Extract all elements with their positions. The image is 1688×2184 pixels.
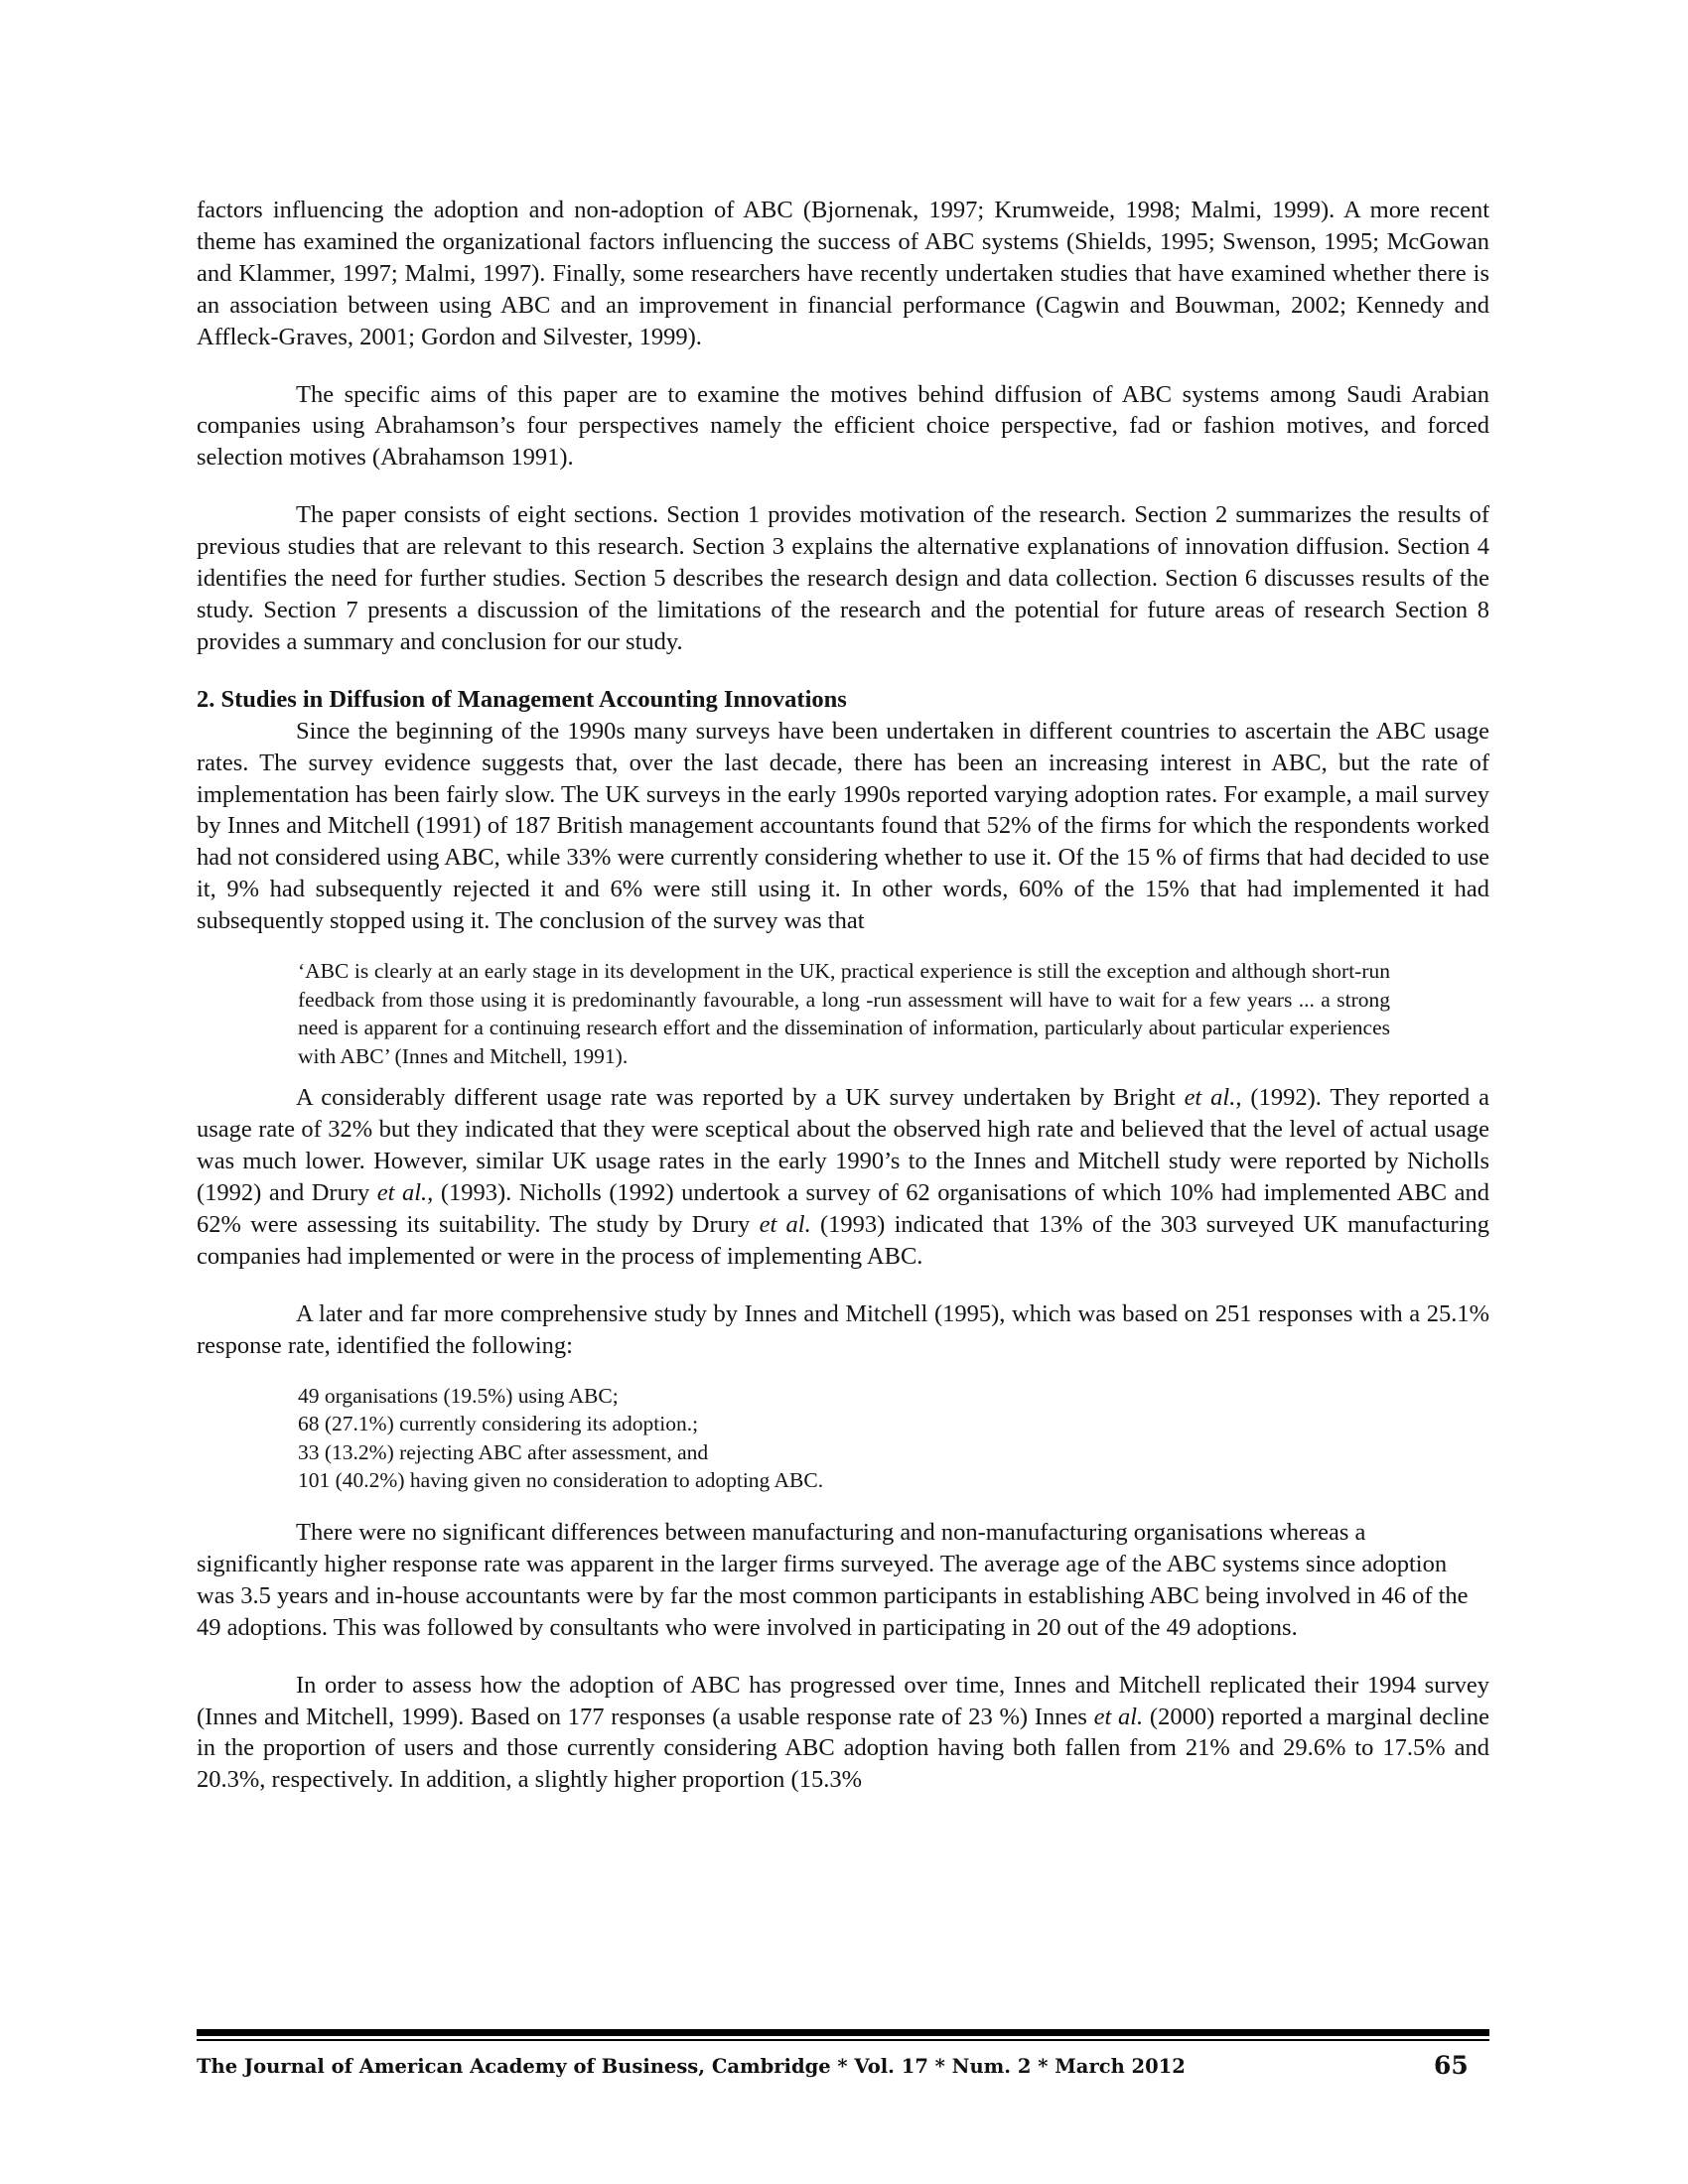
text-segment: A considerably different usage rate was reported by a UK survey undertaken by Bright [296,1084,1185,1112]
paragraph-comprehensive-study: A later and far more comprehensive study by Innes and Mitchell (1995), which was based on 251 responses with a 25.1% response rate, identified the following: [197,1299,1489,1359]
et-al-italic: et al., [1184,1084,1242,1112]
paragraph-usage-rates [197,1082,1489,1272]
paragraph-survey-history: Since the beginning of the 1990s many surveys have been undertaken in different countries to ascertain the ABC usage rates. The survey evidence suggests that, over the last decade, there has been an increasing interest in ABC, but the rate of implementation has been fairly slow. The UK surveys in the early 1990s reported varying adoption rates. For example, a mail survey by Innes and Mitchell (1991) of 187 British management accountants found that 52% of the firms for which the respondents worked had not considered using ABC, while 33% were currently considering whether to use it. Of the 15 % of firms that had decided to use it, 9% had subsequently rejected it and 6% were still using it. In other words, 60% of the 15% that had implemented it had subsequently stopped using it. The conclusion of the survey was that [197,717,1489,935]
text-segment: (1992). They reported a usage rate of 32% but they indicated that they were sceptical about the observed high rate and believed that the level of actual usage was much lower. However, similar UK usage rates in the early 1990’s to the Innes and Mitchell study were reported by Nicholls (1992) and Drury [197,1084,1490,1207]
text-segment: In order to assess how the adoption of ABC has progressed over time, Innes and Mitchell replicated their 1994 survey (Innes and Mitchell, 1999). Based on 177 responses (a usable response rate of 23 %) Innes [197,1671,1489,1730]
text-segment: (2000) reported a marginal decline in the proportion of users and those currently considering ABC adoption having both fallen from 21% and 29.6% to 17.5% and 20.3%, respectively. In addition, a slightly higher proportion (15.3% [197,1703,1489,1794]
journal-footer: The Journal of American Academy of Business, Cambridge * Vol. 17 * Num. 2 * March 2012 [197,2055,1186,2078]
et-al-italic: et al., [376,1179,434,1207]
paragraph-specific-aims: The specific aims of this paper are to examine the motives behind diffusion of ABC systems among Saudi Arabian companies using Abrahamson’s four perspectives namely the efficient choice perspective, fad or fashion motives, and forced selection motives (Abrahamson 1991). [197,380,1489,472]
section-heading: 2. Studies in Diffusion of Management Accounting Innovations [197,685,847,713]
text-segment: (1993). Nicholls (1992) undertook a survey of 62 organisations of which 10% had implemented ABC and 62% were assessing its suitability. The study by Drury [197,1179,1489,1239]
text-segment: (1993) indicated that 13% of the 303 surveyed UK manufacturing companies had implemented or were in the process of implementing ABC. [197,1211,1489,1270]
list-item: 101 (40.2%) having given no consideration to adopting ABC. [298,1468,824,1493]
footer-rule-thin [197,2039,1489,2041]
paragraph-intro-continued: factors influencing the adoption and non-adoption of ABC (Bjornenak, 1997; Krumweide, 1998; Malmi, 1999). A more recent theme has examined the organizational factors influencing the success of ABC systems (Shields, 1995; Swenson, 1995; McGowan and Klammer, 1997; Malmi, 1997). Finally, some researchers have recently undertaken studies that have examined whether there is an association between using ABC and an improvement in financial performance (Cagwin and Bouwman, 2002; Kennedy and Affleck-Graves, 2001; Gordon and Silvester, 1999). [197,197,1489,350]
list-item: 68 (27.1%) currently considering its adoption.; [298,1412,699,1436]
paragraph-differences: There were no significant differences between manufacturing and non-manufacturing organisations whereas a significantly higher response rate was apparent in the larger firms surveyed. The average age of the ABC systems since adoption was 3.5 years and in-house accountants were by far the most common participants in establishing ABC being involved in 46 of the 49 adoptions. This was followed by consultants who were involved in participating in 20 out of the 49 adoptions. [197,1519,1469,1641]
paragraph-replication [197,1670,1489,1797]
et-al-italic: et al. [1093,1703,1144,1730]
et-al-italic: et al. [759,1211,811,1239]
paragraph-paper-structure: The paper consists of eight sections. Section 1 provides motivation of the research. Section 2 summarizes the results of previous studies that are relevant to this research. Section 3 explains the alternative explanations of innovation diffusion. Section 4 identifies the need for further studies. Section 5 describes the research design and data collection. Section 6 discusses results of the study. Section 7 presents a discussion of the limitations of the research and the potential for future areas of research Section 8 provides a summary and conclusion for our study. [197,501,1489,655]
list-item: 49 organisations (19.5%) using ABC; [298,1383,619,1408]
footer-rule [197,2029,1489,2036]
block-quote: ‘ABC is clearly at an early stage in its development in the UK, practical experience is still the exception and although short-run feedback from those using it is predominantly favourable, a long -run assessment will have to wait for a few years ... a strong need is apparent for a continuing research effort and the dissemination of information, particularly about particular experiences with ABC’ (Innes and Mitchell, 1991). [298,959,1390,1068]
list-item: 33 (13.2%) rejecting ABC after assessment, and [298,1439,709,1464]
findings-list [197,1382,1489,1495]
page-body [197,195,1489,1796]
page-number: 65 [1434,2051,1469,2080]
